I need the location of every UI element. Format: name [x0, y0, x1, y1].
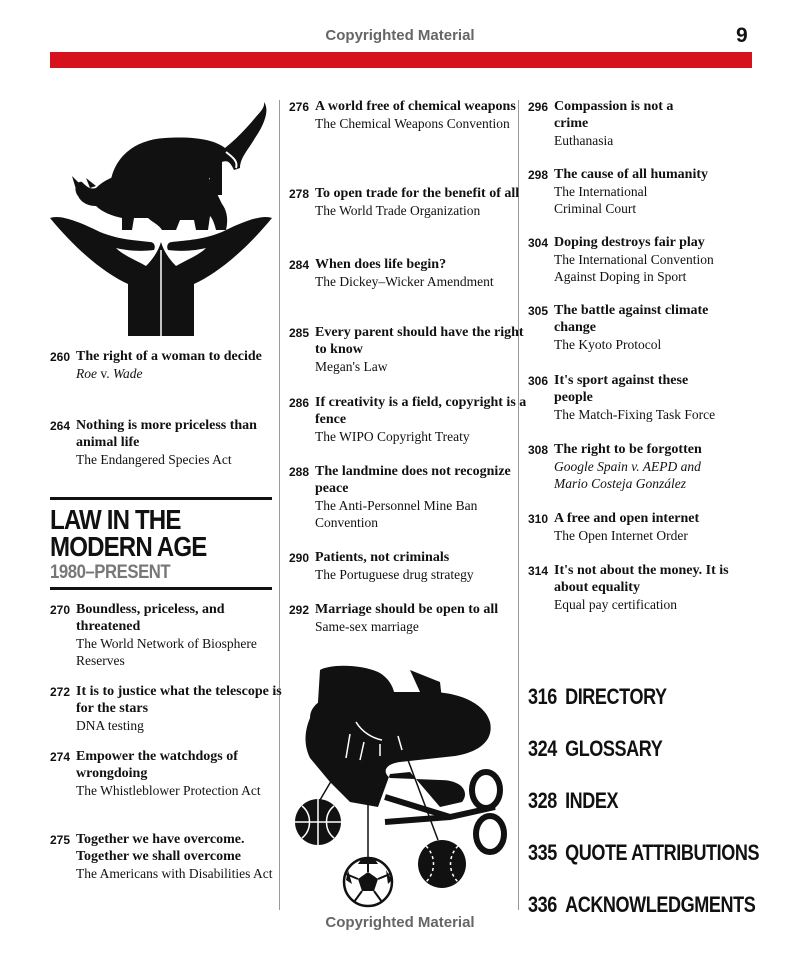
toc-page-number: 286 [289, 396, 310, 410]
toc-page-number: 296 [528, 100, 549, 114]
toc-entry-title: It is to justice what the telescope is for the stars [76, 684, 282, 716]
toc-entry-subtitle: The Anti-Personnel Mine Ban Convention [315, 498, 478, 530]
toc-page-number: 304 [528, 236, 549, 250]
toc-entry-title: It's sport against these people [554, 373, 689, 405]
endmatter-directory[interactable]: 316 DIRECTORY [528, 684, 667, 709]
toc-entry-title: The right to be forgotten [554, 442, 702, 457]
toc-page-number: 292 [289, 603, 310, 617]
toc-entry-subtitle: The Portuguese drug strategy [315, 567, 474, 582]
toc-entry-title: The landmine does not recognize peace [315, 464, 511, 496]
toc-entry-274[interactable] [50, 748, 290, 799]
toc-page-number: 308 [528, 443, 549, 457]
toc-entry-subtitle: The Dickey–Wicker Amendment [315, 274, 494, 289]
toc-entry-title: When does life begin? [315, 257, 447, 272]
toc-entry-title: The right of a woman to decide [76, 349, 262, 364]
toc-entry-314[interactable] [528, 562, 758, 613]
hand-fixing-sport-balls-icon [290, 662, 512, 912]
chapter-dates: 1980–PRESENT [50, 562, 171, 583]
toc-entry-285[interactable] [289, 324, 529, 375]
toc-entry-288[interactable] [289, 463, 529, 531]
toc-page-number: 314 [528, 564, 549, 578]
toc-entry-title: The cause of all humanity [554, 167, 709, 182]
toc-entry-subtitle: The World Network of Biosphere Reserves [76, 636, 257, 668]
toc-entry-306[interactable] [528, 372, 758, 423]
endmatter-index[interactable]: 328 INDEX [528, 788, 619, 813]
toc-entry-275[interactable] [50, 831, 290, 882]
toc-entry-title: Patients, not criminals [315, 550, 450, 565]
toc-page-number: 288 [289, 465, 310, 479]
toc-page-number: 310 [528, 512, 549, 526]
toc-entry-subtitle: Same-sex marriage [315, 619, 419, 634]
toc-entry-title: Boundless, priceless, and threatened [76, 602, 225, 634]
toc-entry-292[interactable] [289, 601, 529, 635]
toc-page-number: 270 [50, 603, 71, 617]
copyright-watermark-bottom: Copyrighted Material [325, 914, 475, 931]
toc-page-number: 275 [50, 833, 71, 847]
toc-entry-title: Marriage should be open to all [315, 602, 499, 617]
toc-page-number: 264 [50, 419, 71, 433]
toc-entry-subtitle: The Match-Fixing Task Force [554, 407, 716, 422]
toc-entry-title: Empower the watchdogs of wrongdoing [76, 749, 238, 781]
toc-entry-subtitle: The International Criminal Court [554, 184, 648, 216]
toc-entry-subtitle: The WIPO Copyright Treaty [315, 429, 470, 444]
toc-entry-272[interactable] [50, 683, 290, 734]
toc-page-number: 260 [50, 350, 71, 364]
toc-page-number: 298 [528, 168, 549, 182]
toc-entry-title: Compassion is not a crime [554, 99, 674, 131]
toc-page-number: 305 [528, 304, 549, 318]
toc-entry-subtitle: Megan's Law [315, 359, 388, 374]
page-number: 9 [736, 24, 748, 47]
toc-entry-310[interactable] [528, 510, 758, 544]
copyright-watermark-top: Copyrighted Material [325, 27, 475, 44]
toc-entry-284[interactable] [289, 256, 529, 290]
endmatter-quote-attributions[interactable]: 335 QUOTE ATTRIBUTIONS [528, 840, 760, 865]
header-red-bar [50, 52, 752, 68]
toc-page-number: 285 [289, 326, 310, 340]
toc-entry-308[interactable] [528, 441, 758, 492]
toc-entry-276[interactable] [289, 98, 529, 132]
toc-entry-subtitle: The Endangered Species Act [76, 452, 232, 467]
toc-entry-subtitle: Google Spain v. AEPD and Mario Costeja González [554, 459, 701, 491]
toc-page-number: 306 [528, 374, 549, 388]
toc-entry-title: If creativity is a field, copyright is a fence [315, 395, 527, 427]
toc-entry-296[interactable] [528, 98, 758, 149]
toc-entry-subtitle: DNA testing [76, 718, 144, 733]
toc-page-number: 274 [50, 750, 71, 764]
toc-page-number: 284 [289, 258, 310, 272]
toc-page-number: 276 [289, 100, 310, 114]
toc-entry-260[interactable] [50, 348, 290, 382]
toc-entry-subtitle: The Whistleblower Protection Act [76, 783, 261, 798]
toc-entry-subtitle: Roe v. Wade [76, 366, 143, 381]
toc-entry-title: Nothing is more priceless than animal life [76, 418, 257, 450]
toc-entry-title: Doping destroys fair play [554, 235, 705, 250]
toc-entry-subtitle: The Kyoto Protocol [554, 337, 662, 352]
chapter-rule-bottom [50, 587, 272, 590]
toc-entry-subtitle: Euthanasia [554, 133, 614, 148]
toc-entry-title: Together we have overcome. Together we shall overcome [76, 832, 245, 864]
toc-entry-title: It's not about the money. It is about equality [554, 563, 729, 595]
toc-page-number: 278 [289, 187, 310, 201]
toc-entry-298[interactable] [528, 166, 758, 217]
toc-entry-title: Every parent should have the right to know [315, 325, 524, 357]
hands-holding-animals-icon [50, 100, 272, 338]
toc-entry-title: A world free of chemical weapons [315, 99, 516, 114]
toc-page-number: 272 [50, 685, 71, 699]
toc-entry-subtitle: The Americans with Disabilities Act [76, 866, 273, 881]
toc-page-number: 290 [289, 551, 310, 565]
toc-entry-270[interactable] [50, 601, 290, 669]
toc-entry-title: To open trade for the benefit of all [315, 186, 520, 201]
toc-entry-286[interactable] [289, 394, 529, 445]
toc-entry-subtitle: Equal pay certification [554, 597, 677, 612]
toc-entry-290[interactable] [289, 549, 529, 583]
toc-entry-278[interactable] [289, 185, 529, 219]
endmatter-glossary[interactable]: 324 GLOSSARY [528, 736, 663, 761]
toc-entry-subtitle: The International Convention Against Doping in Sport [554, 252, 714, 284]
toc-entry-subtitle: The Open Internet Order [554, 528, 688, 543]
toc-entry-subtitle: The Chemical Weapons Convention [315, 116, 510, 131]
endmatter-acknowledgments[interactable]: 336 ACKNOWLEDGMENTS [528, 892, 756, 917]
chapter-heading [50, 497, 272, 584]
toc-entry-subtitle: The World Trade Organization [315, 203, 481, 218]
chapter-title: LAW IN THE MODERN AGE [50, 504, 207, 562]
chapter-rule-top [50, 497, 272, 500]
toc-entry-title: The battle against climate change [554, 303, 709, 335]
toc-entry-304[interactable] [528, 234, 758, 285]
toc-entry-264[interactable] [50, 417, 290, 468]
toc-entry-title: A free and open internet [554, 511, 700, 526]
toc-entry-305[interactable] [528, 302, 758, 353]
